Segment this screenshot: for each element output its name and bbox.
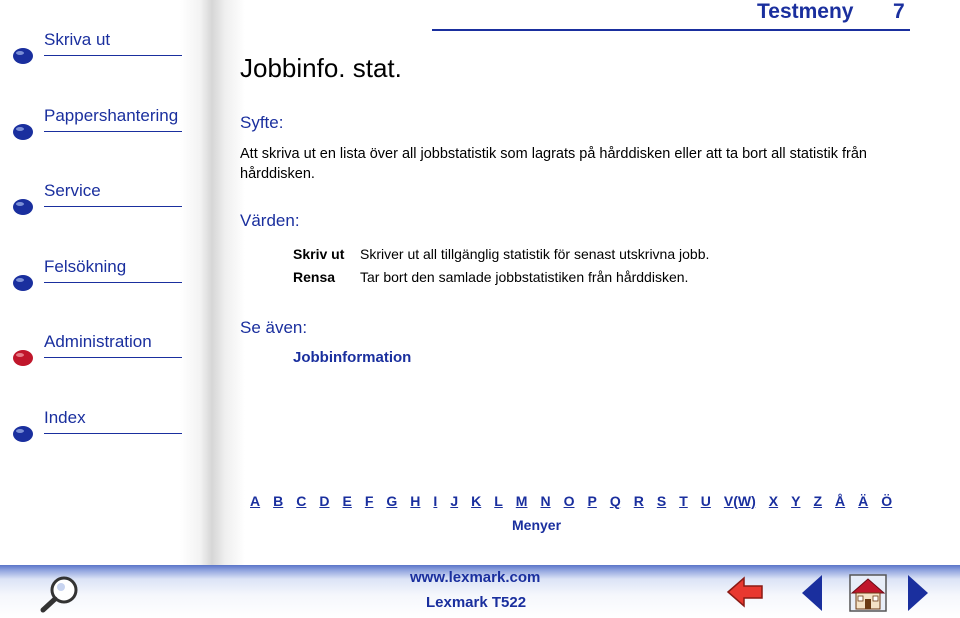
value-description: Tar bort den samlade jobbstatistiken från hårddisken. [360, 269, 689, 285]
index-letter-link[interactable]: Ä [858, 493, 869, 509]
page-number: 7 [893, 0, 905, 23]
index-letter-link[interactable]: P [587, 493, 597, 509]
sidebar-item-label: Index [44, 408, 86, 427]
nav-bullet-active-icon [12, 346, 34, 368]
index-letter-link[interactable]: A [250, 493, 261, 509]
index-letter-link[interactable]: U [700, 493, 711, 509]
index-letter-link[interactable]: Y [791, 493, 801, 509]
sidebar-item-pappershantering[interactable] [12, 106, 182, 146]
index-letter-link[interactable]: Å [835, 493, 846, 509]
sidebar-item-underline [44, 357, 182, 358]
home-icon[interactable] [844, 571, 892, 615]
index-letter-link[interactable]: J [450, 493, 459, 509]
index-letter-link[interactable]: Ö [881, 493, 893, 509]
value-description: Skriver ut all tillgänglig statistik för senast utskrivna jobb. [360, 246, 710, 262]
index-letter-link[interactable]: O [563, 493, 575, 509]
nav-bullet-icon [12, 422, 34, 444]
footer-bar [0, 565, 960, 618]
alphabet-index [250, 493, 910, 509]
sidebar-item-label: Felsökning [44, 257, 127, 276]
index-letter-link[interactable]: M [515, 493, 528, 509]
value-key: Rensa [293, 269, 336, 285]
sidebar-item-label: Skriva ut [44, 30, 111, 49]
nav-bullet-icon [12, 120, 34, 142]
index-letter-link[interactable]: E [342, 493, 352, 509]
header-title: Testmeny [757, 0, 854, 23]
index-letter-link[interactable]: I [433, 493, 438, 509]
index-letter-link[interactable]: N [540, 493, 551, 509]
index-letter-link[interactable]: Q [609, 493, 621, 509]
purpose-text: Att skriva ut en lista över all jobbstatistik som lagrats på hårddisken eller att ta bort all statistik från hårddisken. [240, 146, 867, 182]
sidebar-item-label: Service [44, 181, 101, 200]
footer-product: Lexmark T522 [426, 594, 527, 611]
index-letter-link[interactable]: D [319, 493, 330, 509]
index-letter-link[interactable]: Z [813, 493, 823, 509]
index-letter-link[interactable]: H [410, 493, 421, 509]
sidebar-item-service[interactable] [12, 181, 182, 221]
sidebar-item-underline [44, 433, 182, 434]
sidebar-item-label: Administration [44, 332, 152, 351]
index-letter-link[interactable]: V(W) [723, 493, 756, 509]
purpose-heading: Syfte: [240, 113, 284, 132]
index-letter-link[interactable]: X [768, 493, 779, 509]
sidebar [0, 0, 245, 565]
sidebar-item-underline [44, 282, 182, 283]
nav-bullet-icon [12, 195, 34, 217]
sidebar-item-underline [44, 206, 182, 207]
sidebar-item-underline [44, 55, 182, 56]
index-letter-link[interactable]: B [273, 493, 284, 509]
sidebar-item-skriva-ut[interactable] [12, 30, 182, 70]
menus-link[interactable]: Menyer [512, 517, 562, 533]
nav-bullet-icon [12, 44, 34, 66]
header-rule [432, 29, 910, 31]
sidebar-item-underline [44, 131, 182, 132]
sidebar-item-felsokning[interactable] [12, 257, 182, 297]
next-page-icon[interactable] [906, 573, 930, 613]
nav-bullet-icon [12, 271, 34, 293]
see-also-link[interactable]: Jobbinformation [293, 349, 412, 366]
back-arrow-icon[interactable] [726, 575, 766, 609]
sidebar-item-index[interactable] [12, 408, 182, 448]
value-key: Skriv ut [293, 246, 345, 262]
sidebar-item-administration[interactable] [12, 332, 182, 372]
index-letter-link[interactable]: T [679, 493, 688, 509]
index-letter-link[interactable]: S [656, 493, 667, 509]
index-letter-link[interactable]: L [494, 493, 503, 509]
sidebar-item-label: Pappershantering [44, 106, 179, 125]
index-letter-link[interactable]: K [471, 493, 482, 509]
see-also-heading: Se även: [240, 318, 308, 337]
page-title: Jobbinfo. stat. [240, 53, 402, 83]
index-letter-link[interactable]: F [364, 493, 374, 509]
search-icon[interactable] [38, 573, 84, 613]
footer-url[interactable]: www.lexmark.com [410, 569, 541, 586]
values-heading: Värden: [240, 211, 300, 230]
previous-page-icon[interactable] [800, 573, 824, 613]
index-letter-link[interactable]: R [633, 493, 644, 509]
index-letter-link[interactable]: G [386, 493, 398, 509]
index-letter-link[interactable]: C [296, 493, 307, 509]
